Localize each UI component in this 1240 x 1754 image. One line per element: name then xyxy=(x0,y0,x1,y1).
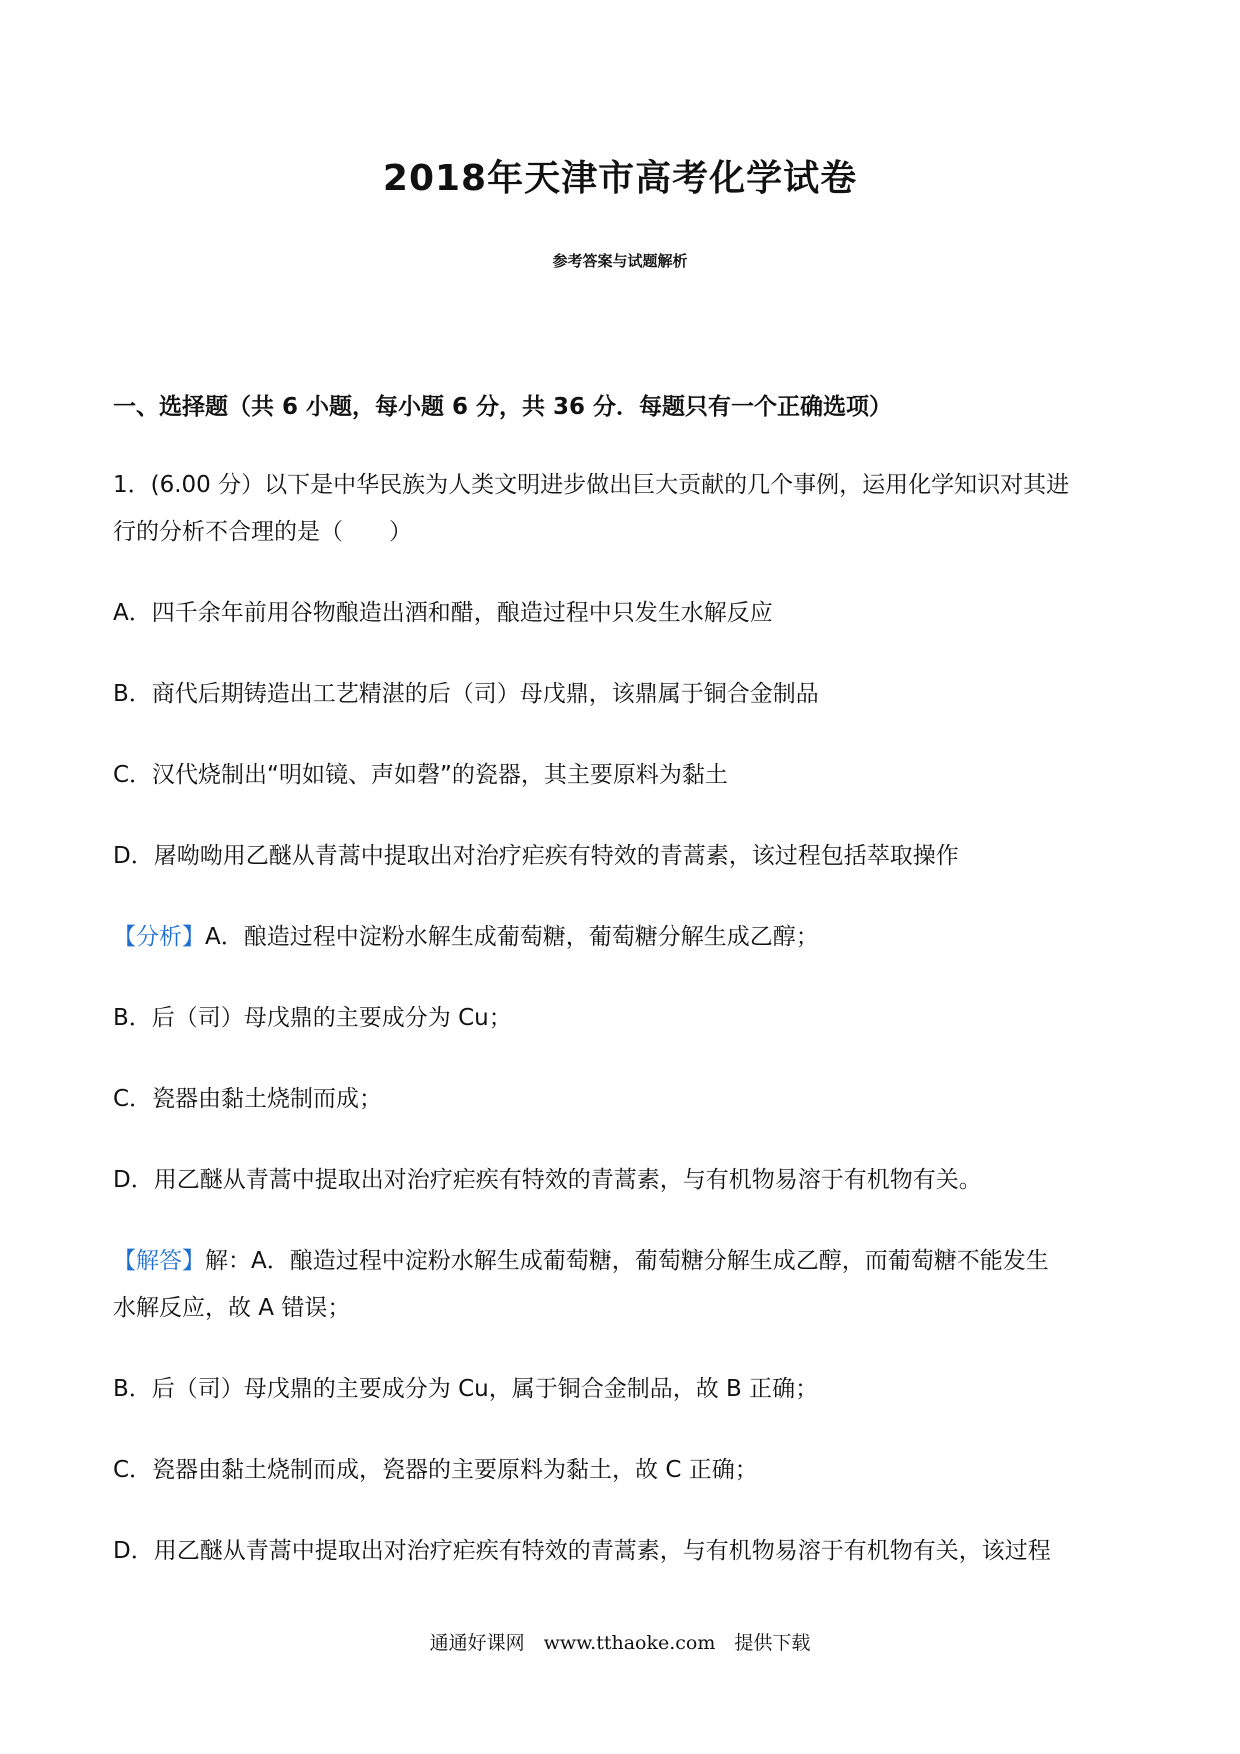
question-stem-line-1: 1．(6.00 分）以下是中华民族为人类文明进步做出巨大贡献的几个事例，运用化学知识对其进 xyxy=(113,472,1070,498)
page-title: 2018年天津市高考化学试卷 xyxy=(382,158,858,199)
solution-text-a1: 解：A．酿造过程中淀粉水解生成葡萄糖，葡萄糖分解生成乙醇，而葡萄糖不能发生 xyxy=(205,1248,1049,1274)
analysis-line-c: C．瓷器由黏土烧制而成； xyxy=(113,1086,383,1112)
solution-line-c: C．瓷器由黏土烧制而成，瓷器的主要原料为黏土，故 C 正确； xyxy=(113,1457,758,1483)
option-b: B．商代后期铸造出工艺精湛的后（司）母戊鼎，该鼎属于铜合金制品 xyxy=(113,681,819,707)
section-heading: 一、选择题（共 6 小题，每小题 6 分，共 36 分．每题只有一个正确选项） xyxy=(113,394,893,420)
page-footer: 通通好课网 www.tthaoke.com 提供下载 xyxy=(429,1632,811,1654)
analysis-line-b: B．后（司）母戊鼎的主要成分为 Cu； xyxy=(113,1005,512,1031)
page-subtitle: 参考答案与试题解析 xyxy=(552,252,688,270)
analysis-tag: 【分析】 xyxy=(113,924,205,950)
option-c: C．汉代烧制出“明如镜、声如磬”的瓷器，其主要原料为黏土 xyxy=(113,762,728,788)
option-a: A．四千余年前用谷物酿造出酒和醋，酿造过程中只发生水解反应 xyxy=(113,600,773,626)
solution-line-b: B．后（司）母戊鼎的主要成分为 Cu，属于铜合金制品，故 B 正确； xyxy=(113,1376,819,1402)
solution-line-d: D．用乙醚从青蒿中提取出对治疗疟疾有特效的青蒿素，与有机物易溶于有机物有关，该过程 xyxy=(113,1538,1051,1564)
analysis-text-a: A．酿造过程中淀粉水解生成葡萄糖，葡萄糖分解生成乙醇； xyxy=(205,924,819,950)
solution-line-a2: 水解反应，故 A 错误； xyxy=(113,1295,351,1321)
solution-tag: 【解答】 xyxy=(113,1248,205,1274)
option-d: D．屠呦呦用乙醚从青蒿中提取出对治疗疟疾有特效的青蒿素，该过程包括萃取操作 xyxy=(113,843,959,869)
analysis-line-d: D．用乙醚从青蒿中提取出对治疗疟疾有特效的青蒿素，与有机物易溶于有机物有关。 xyxy=(113,1167,982,1193)
solution-line-a1 xyxy=(113,1246,1049,1276)
question-stem-line-2: 行的分析不合理的是（ ） xyxy=(113,519,412,545)
analysis-line-a xyxy=(113,922,819,952)
